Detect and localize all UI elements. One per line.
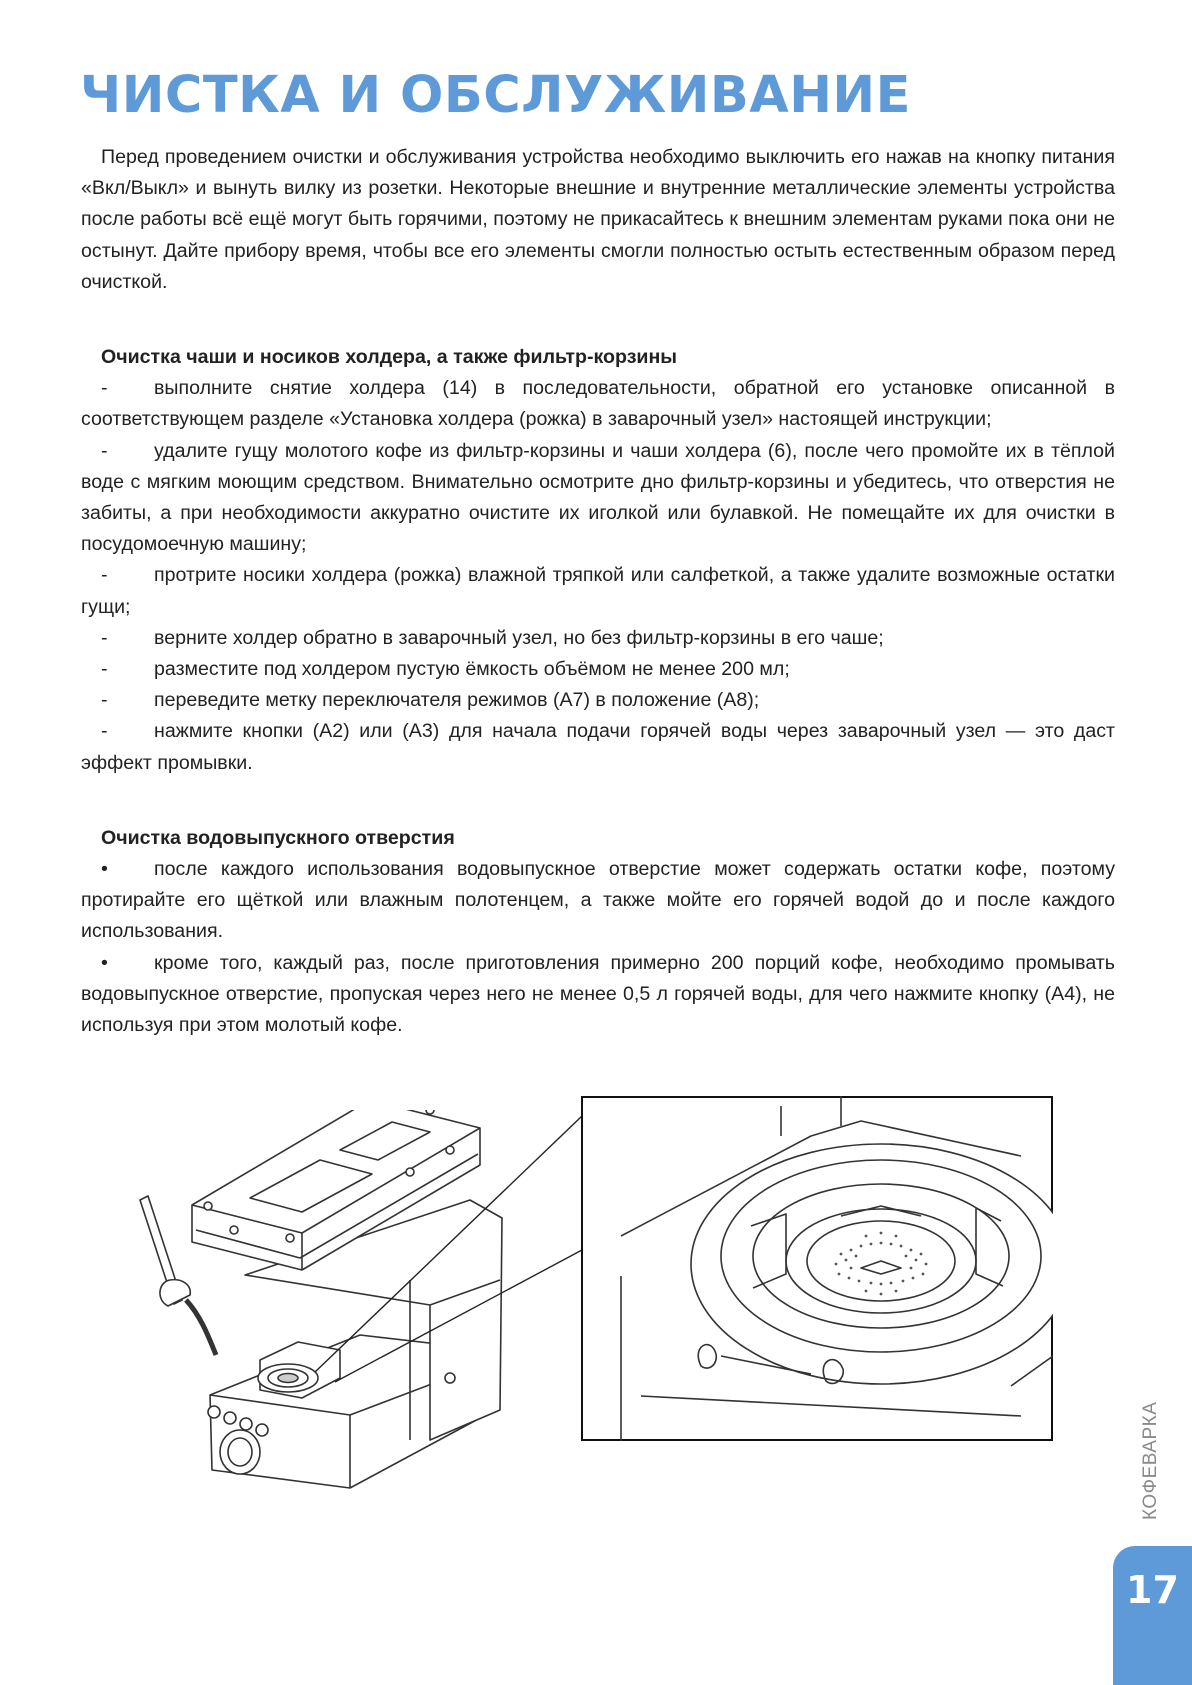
list-marker: • xyxy=(101,858,108,881)
outlet-cleaning-list xyxy=(81,854,1115,1041)
intro-paragraph: Перед проведением очистки и обслуживания устройства необходимо выключить его нажав на кнопку питания «Вкл/Выкл» и вынуть вилку из розетки. Некоторые внешние и внутренние металлические элементы устройства после работы всё ещё могут быть горячими, поэтому не прикасайтесь к внешним элементам руками пока они не остынут. Дайте прибору время, чтобы все его элементы смогли полностью остыть естественным образом перед очисткой. xyxy=(81,146,1115,293)
list-item: - протрите носики холдера (рожка) влажной тряпкой или салфеткой, а также удалите возможные остатки гущи; xyxy=(81,560,1115,622)
page-number-tab xyxy=(1113,1546,1192,1685)
list-item: - разместите под холдером пустую ёмкость объёмом не менее 200 мл; xyxy=(81,654,1115,685)
list-item: - выполните снятие холдера (14) в последовательности, обратной его установке описанной в соответствующем разделе «Установка холдера (рожка) в заварочный узел» настоящей инструкции; xyxy=(81,373,1115,435)
holder-cleaning-list xyxy=(81,373,1115,779)
list-item: - нажмите кнопки (А2) или (А3) для начала подачи горячей воды через заварочный узел — это даст эффект промывки. xyxy=(81,716,1115,778)
list-item: • после каждого использования водовыпускное отверстие может содержать остатки кофе, поэтому протирайте его щёткой или влажным полотенцем, а также мойте его горячей водой до и после каждого использования. xyxy=(81,854,1115,948)
content xyxy=(81,142,1115,1041)
section-heading-outlet-cleaning: Очистка водовыпускного отверстия xyxy=(101,826,455,849)
list-marker: - xyxy=(101,720,108,743)
list-item: - удалите гущу молотого кофе из фильтр-корзины и чаши холдера (6), после чего промойте их в тёплой воде с мягким моющим средством. Внимательно осмотрите дно фильтр-корзины и убедитесь, что отверстия не забиты, а при необходимости аккуратно очистите их иголкой или булавкой. Не помещайте их для очистки в посудомоечную машину; xyxy=(81,436,1115,561)
list-marker: - xyxy=(101,564,108,587)
list-marker: - xyxy=(101,626,108,649)
list-item: • кроме того, каждый раз, после приготовления примерно 200 порций кофе, необходимо промывать водовыпускное отверстие, пропуская через него не менее 0,5 л горячей воды, для чего нажмите кнопку (А4), не используя при этом молотый кофе. xyxy=(81,948,1115,1042)
page-title: ЧИСТКА И ОБСЛУЖИВАНИЕ xyxy=(80,66,911,125)
list-marker: - xyxy=(101,377,108,400)
list-marker: • xyxy=(101,951,108,974)
list-marker: - xyxy=(101,689,108,712)
list-marker: - xyxy=(101,658,108,681)
side-label: КОФЕВАРКА xyxy=(1140,1401,1161,1520)
list-item: - верните холдер обратно в заварочный узел, но без фильтр-корзины в его чаше; xyxy=(81,623,1115,654)
coffee-machine-illustration xyxy=(130,1110,600,1530)
section-heading-holder-cleaning: Очистка чаши и носиков холдера, а также фильтр-корзины xyxy=(101,346,678,369)
page-number: 17 xyxy=(1126,1568,1179,1612)
list-item: - переведите метку переключателя режимов (А7) в положение (А8); xyxy=(81,685,1115,716)
outlet-detail-illustration xyxy=(581,1096,1053,1441)
list-marker: - xyxy=(101,439,108,462)
